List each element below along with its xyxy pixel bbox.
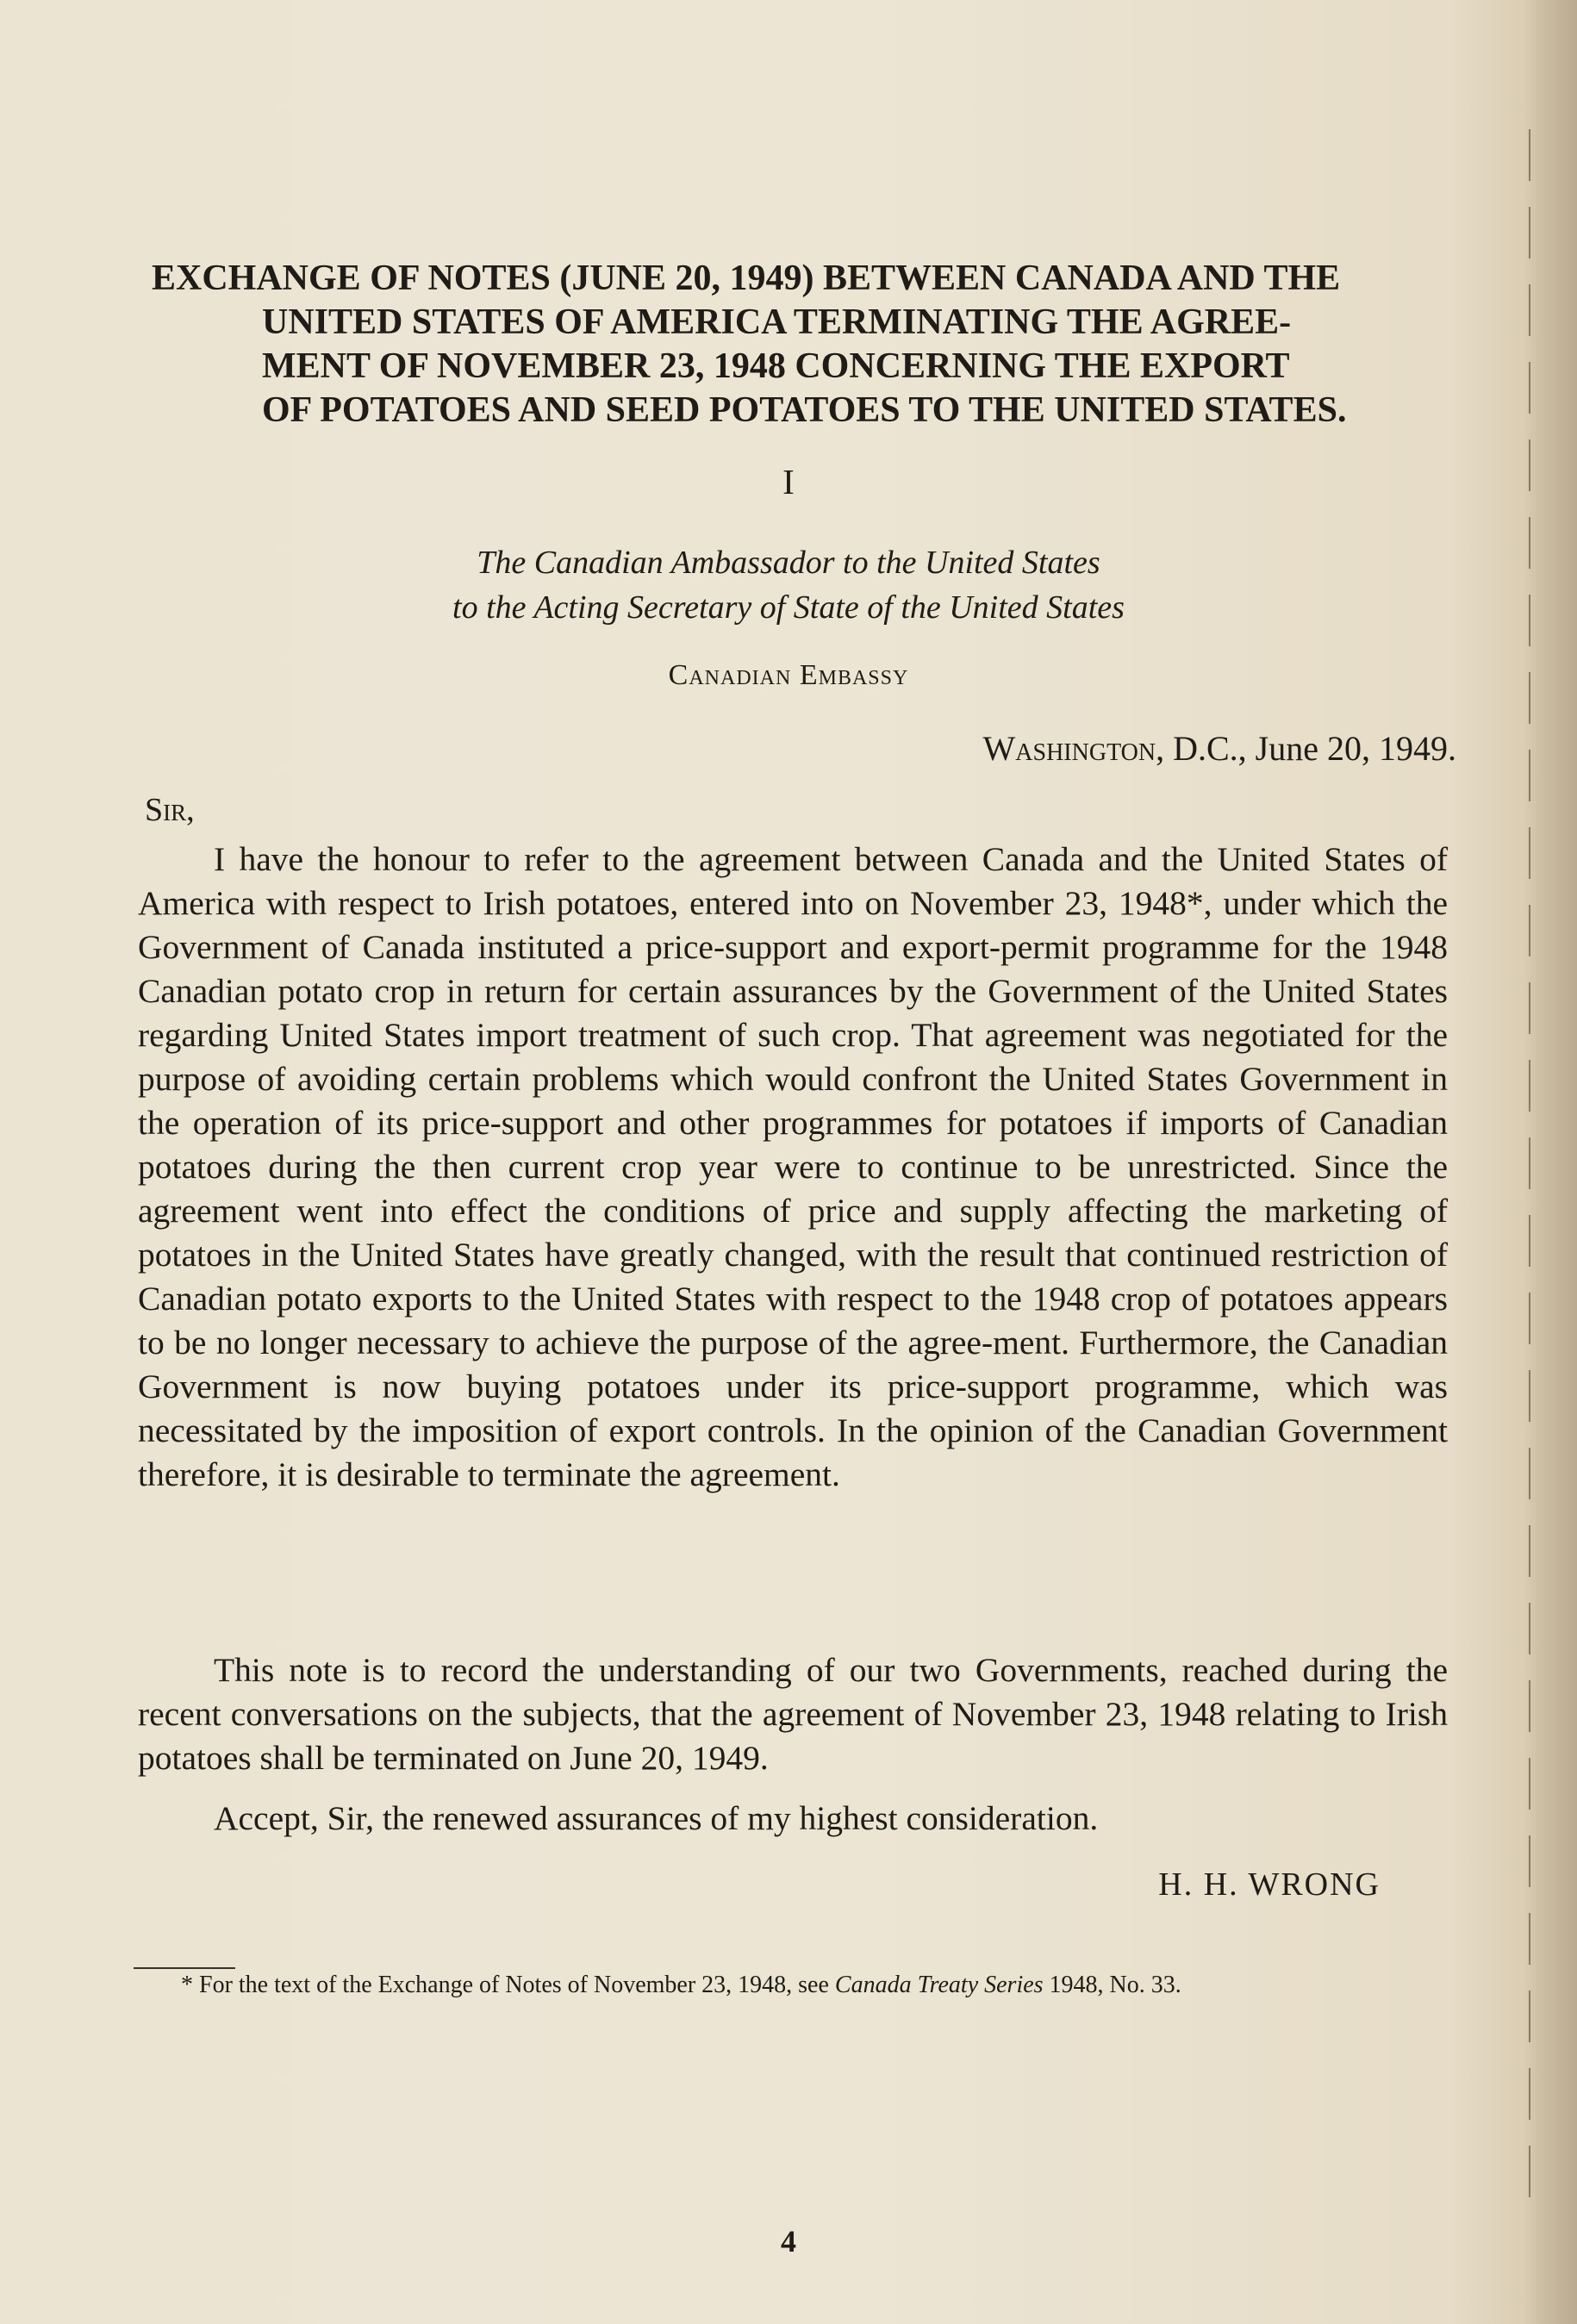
- footnote-prefix: * For the text of the Exchange of Notes of November 23, 1948, see: [181, 1972, 835, 1998]
- paragraph-3: Accept, Sir, the renewed assurances of my highest consideration.: [214, 1799, 1099, 1837]
- salutation: Sir,: [145, 792, 195, 828]
- dateline-date: , D.C., June 20, 1949.: [1156, 729, 1456, 768]
- addressing-from: The Canadian Ambassador to the United States: [477, 545, 1100, 581]
- title-line-2: UNITED STATES OF AMERICA TERMINATING THE AGREE-: [262, 302, 1292, 342]
- page-number: 4: [781, 2224, 796, 2259]
- title-line-1: EXCHANGE OF NOTES (JUNE 20, 1949) BETWEEN CANADA AND THE: [152, 259, 1341, 298]
- section-number-text: I: [782, 462, 795, 502]
- footnote: [181, 1972, 1181, 1999]
- section-number: [0, 461, 1577, 502]
- footnote-suffix: 1948, No. 33.: [1043, 1972, 1181, 1998]
- paragraph-2: This note is to record the understanding of our two Governments, reached during the recent conversations on the subjects, that the agreement of November 23, 1948 relating to Irish potatoes shall be terminated on June 20, 1949.: [138, 1651, 1448, 1777]
- signature: H. H. WRONG: [1158, 1866, 1381, 1903]
- title-line-4: OF POTATOES AND SEED POTATOES TO THE UNITED STATES.: [262, 390, 1347, 430]
- paragraph-1: I have the honour to refer to the agreement between Canada and the United States of America with respect to Irish potatoes, entered into on November 23, 1948*, under which the Government of Canada instituted a price-support and export-permit programme for the 1948 Canadian potato crop in return for certain assurances by the Government of the United States regarding United States import treatment of such crop. That agreement was negotiated for the purpose of avoiding certain problems which would confront the United States Government in the operation of its price-support and other programmes for potatoes if imports of Canadian potatoes during the then current crop year were to continue to be unrestricted. Since the agreement went into effect the conditions of price and supply affecting the marketing of potatoes in the United States have greatly changed, with the result that continued restriction of Canadian potato exports to the United States with respect to the 1948 crop of potatoes appears to be no longer necessary to achieve the purpose of the agree-ment. Furthermore, the Canadian Government is now buying potatoes under its price-support programme, which was necessitated by the imposition of export controls. In the opinion of the Canadian Government therefore, it is desirable to terminate the agreement.: [138, 840, 1448, 1493]
- addressing-to: to the Acting Secretary of State of the United States: [452, 589, 1125, 626]
- footnote-series: Canada Treaty Series: [834, 1972, 1044, 1998]
- title-line-3: MENT OF NOVEMBER 23, 1948 CONCERNING THE EXPORT: [262, 346, 1290, 386]
- dateline-place: Washington: [982, 729, 1156, 768]
- letterhead: Canadian Embassy: [668, 659, 909, 691]
- dateline: [983, 728, 1456, 769]
- binding-edge: [1529, 129, 1530, 2197]
- addressing-block: [0, 540, 1577, 630]
- footnote-rule: [134, 1967, 235, 1969]
- document-title: [152, 257, 1453, 433]
- page-edge-shadow: [1524, 0, 1577, 2324]
